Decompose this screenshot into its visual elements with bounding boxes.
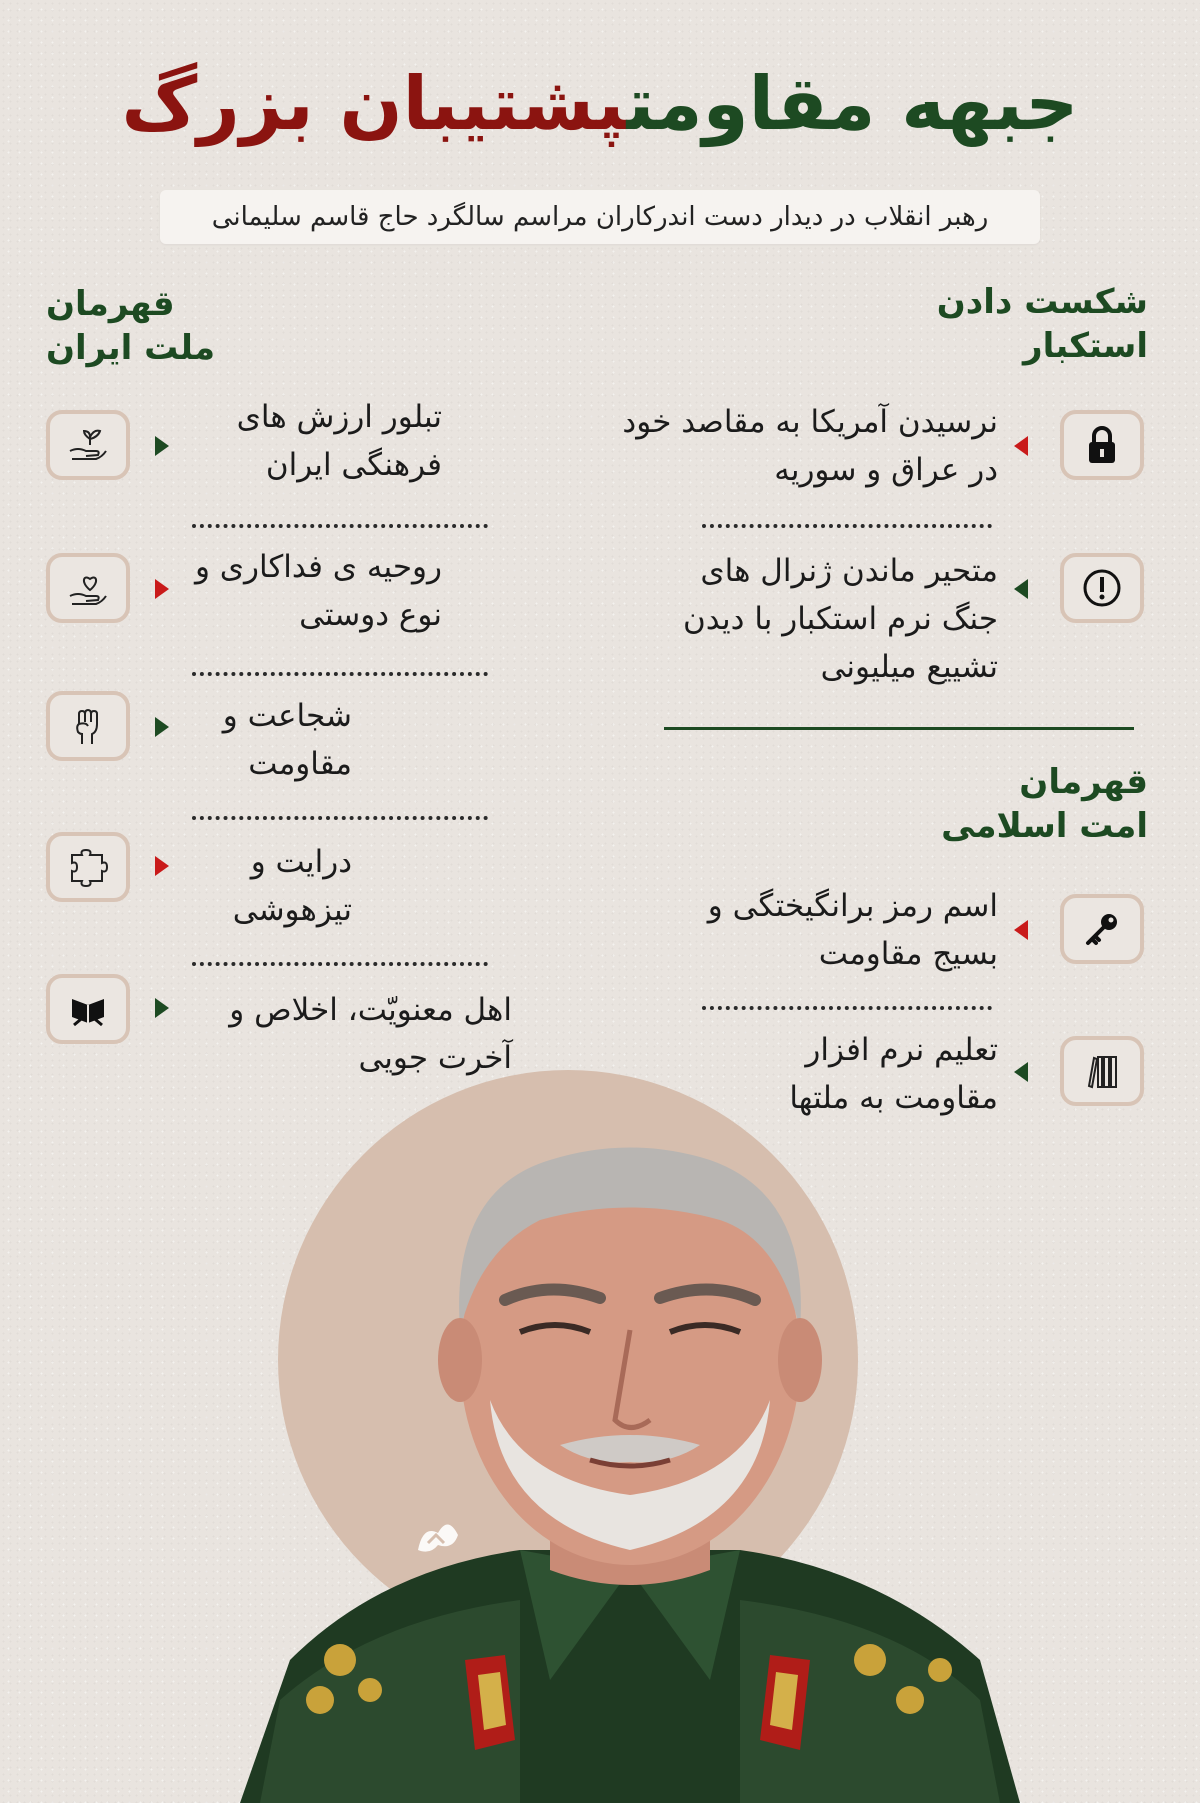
heading-line: قهرمان [46, 284, 175, 324]
list-item: روحیه ی فداکاری و نوع دوستی [194, 549, 442, 634]
list-item: تعلیم نرم افزار مقاومت به ملتها [789, 1032, 998, 1117]
puzzle-icon [46, 832, 130, 902]
title-part-red: پشتیبان بزرگ [121, 61, 627, 147]
bullet-arrow [155, 856, 169, 876]
bullet-arrow [155, 579, 169, 599]
books-icon [1060, 1036, 1144, 1106]
subtitle-bar [160, 190, 1040, 244]
portrait-illustration [220, 1100, 1040, 1803]
heading-line: امت اسلامی [941, 806, 1148, 847]
left-section-heading [46, 282, 215, 370]
list-item: درایت و تیزهوشی [232, 844, 352, 929]
dotted-divider [702, 524, 992, 528]
key-icon [1060, 894, 1144, 964]
right-section-2-heading [941, 760, 1148, 848]
page-title [0, 62, 1200, 147]
hand-plant-icon [46, 410, 130, 480]
title-part-green: جبهه مقاومت [626, 61, 1079, 147]
list-item: نرسیدن آمریکا به مقاصد خود در عراق و سوریه [622, 404, 998, 489]
list-item: اسم رمز برانگیختگی و بسیج مقاومت [707, 888, 998, 973]
fist-icon [46, 691, 130, 761]
dotted-divider [702, 1006, 992, 1010]
dotted-divider [192, 672, 488, 676]
bullet-arrow [155, 436, 169, 456]
lock-icon [1060, 410, 1144, 480]
dotted-divider [192, 816, 488, 820]
bullet-arrow [1014, 436, 1028, 456]
bullet-arrow [155, 717, 169, 737]
heading-line: ملت ایران [46, 328, 216, 369]
dotted-divider [192, 524, 488, 528]
heading-line: شکست دادن [936, 282, 1148, 322]
hand-heart-icon [46, 553, 130, 623]
heading-line: قهرمان [1019, 762, 1148, 802]
bullet-arrow [155, 998, 169, 1018]
heading-line: استکبار [1023, 326, 1148, 367]
subtitle: رهبر انقلاب در دیدار دست اندرکاران مراسم سالگرد حاج قاسم سلیمانی [211, 202, 989, 232]
bullet-arrow [1014, 920, 1028, 940]
section-divider [664, 727, 1134, 730]
list-item: تبلور ارزش های فرهنگی ایران [236, 399, 442, 484]
dotted-divider [192, 962, 488, 966]
list-item: اهل معنویّت، اخلاص و آخرت جویی [229, 992, 512, 1077]
bullet-arrow [1014, 1062, 1028, 1082]
bullet-arrow [1014, 579, 1028, 599]
list-item: شجاعت و مقاومت [222, 698, 352, 783]
right-section-1-heading [937, 280, 1148, 368]
list-item: متحیر ماندن ژنرال های جنگ نرم استکبار با دیدن تشییع میلیونی [683, 553, 998, 686]
exclamation-icon [1060, 553, 1144, 623]
quran-icon [46, 974, 130, 1044]
watermark-logo [408, 1505, 468, 1565]
